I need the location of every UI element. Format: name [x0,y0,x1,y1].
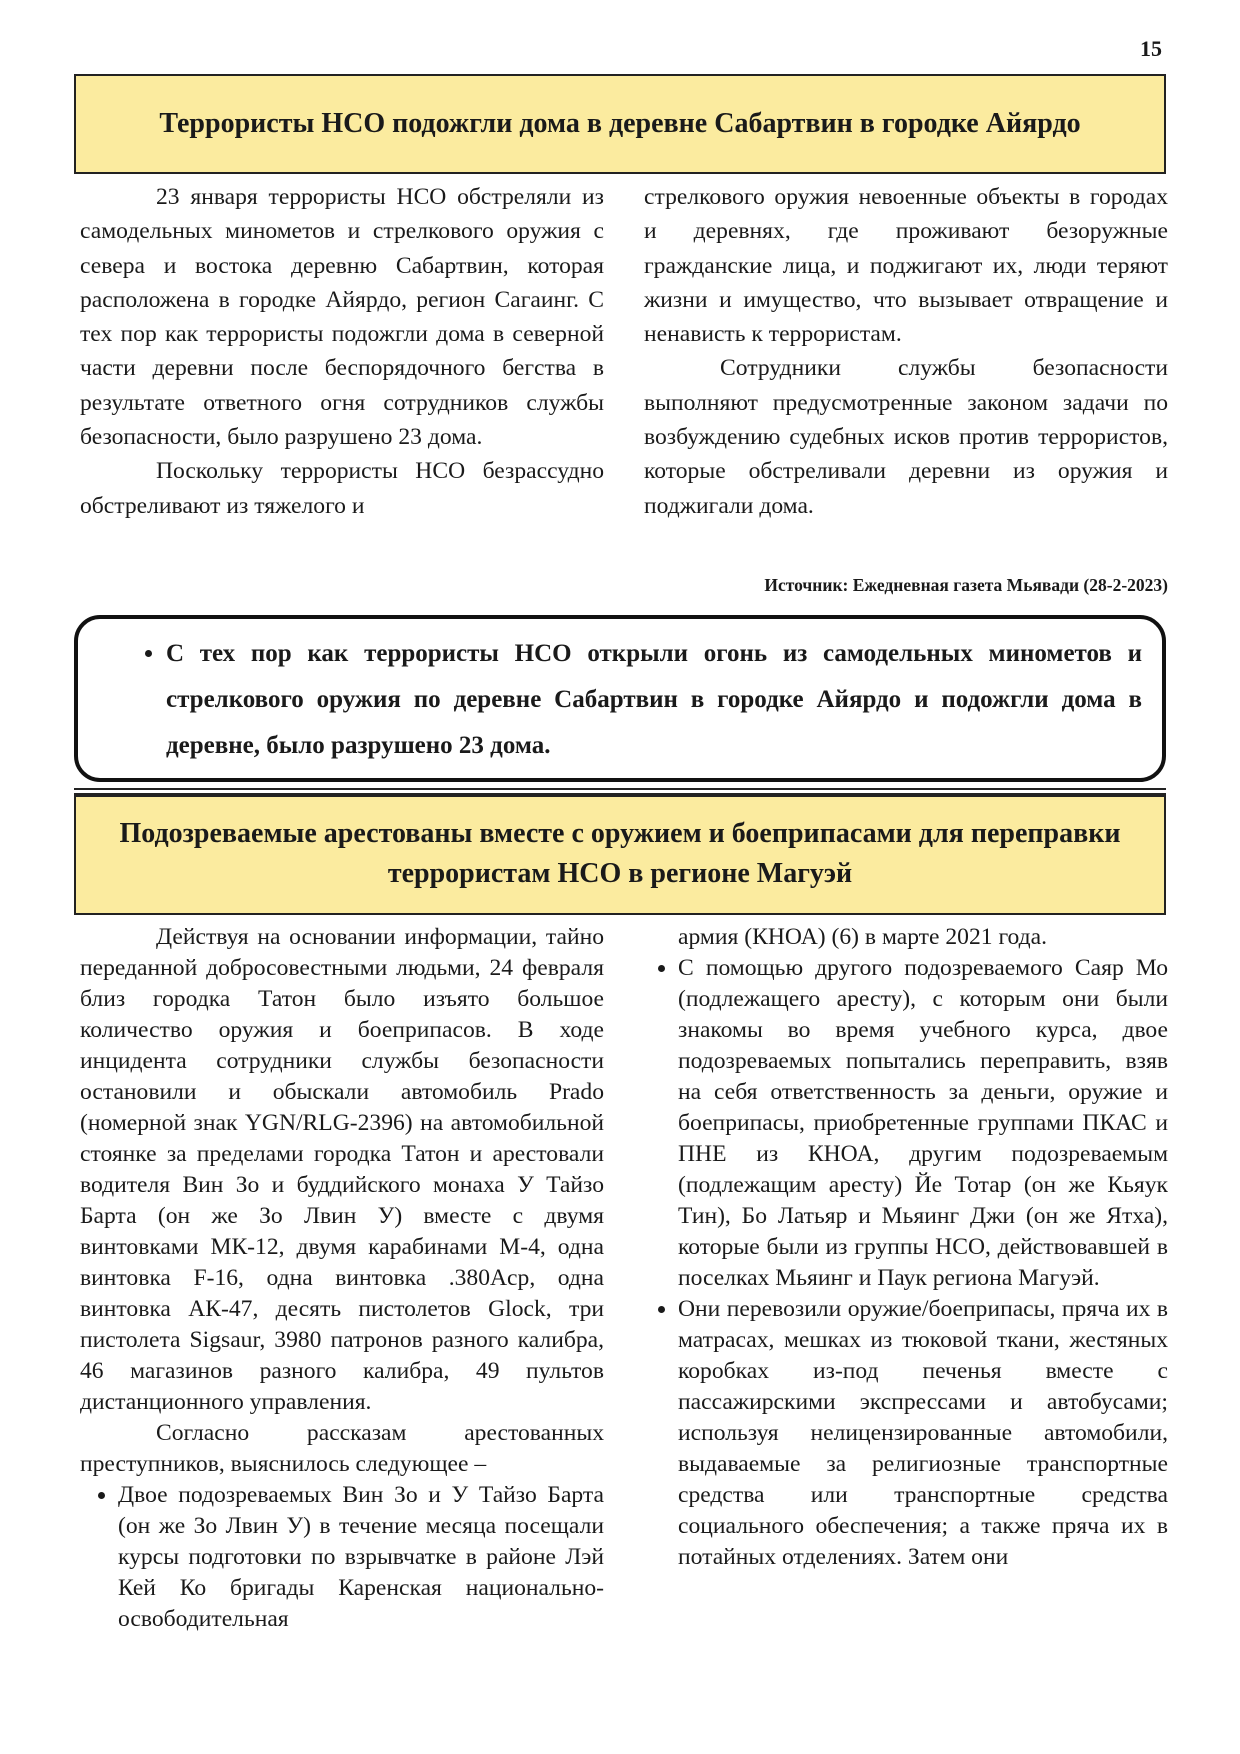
article2-paragraph: Действуя на основании информации, тайно переданной добросовестными людьми, 24 февраля близ городка Татон было изъято большое количество оружия и боеприпасов. В ходе инцидента сотрудники службы безопасности остановили и обыскали автомобиль Prado (номерной знак YGN/RLG-2396) на автомобильной стоянке за пределами городка Татон и арестовали водителя Вин Зо и буддийского монаха У Тайзо Барта (он же Зо Лвин У) вместе с двумя винтовками МК-12, двумя карабинами М-4, одна винтовка F-16, одна винтовка .380Acp, одна винтовка АК-47, десять пистолетов Glock, три пистолета Sigsaur, 3980 патронов разного калибра, 46 магазинов разного калибра, 49 пультов дистанционного управления. [80,924,604,1415]
article2-bullet: • Двое подозреваемых Вин Зо и У Тайзо Барта (он же Зо Лвин У) в течение месяца посещали курсы подготовки по взрывчатке в районе Лэй Кей Ко бригады Каренская национально-освободительная [118,1480,604,1635]
article2-paragraph: Согласно рассказам арестованных преступников, выяснилось следующее – [80,1420,604,1477]
article1-paragraph: 23 января террористы НСО обстреляли из самодельных минометов и стрелкового оружия с севера и востока деревню Сабартвин, которая расположена в городке Айярдо, регион Сагаинг. С тех пор как террористы подожгли дома в северной части деревни после беспорядочного бегства в результате ответного огня сотрудников службы безопасности, было разрушено 23 дома. [80,184,604,451]
article2-title: Подозреваемые арестованы вместе с оружием и боеприпасами для переправки террористам НСО в регионе Магуэй [119,818,1121,889]
article1-title-banner [74,74,1166,174]
article2-bullet: • Они перевозили оружие/боеприпасы, пряча их в матрасах, мешках из тюковой ткани, жестяных коробках из-под печенья вместе с пассажирскими экспрессами и автобусами; используя нелицензированные автомобили, выдаваемые за религиозные транспортные средства или транспортные средства социального обеспечения; а также пряча их в потайных отделениях. Затем они [678,1294,1168,1573]
article2-left-column [80,922,604,1635]
article1-paragraph: Поскольку террористы НСО безрассудно обстреливают из тяжелого и [80,458,604,519]
article1-paragraph: Сотрудники службы безопасности выполняют предусмотренные законом задачи по возбуждению судебных исков против террористов, которые обстреливали деревни из оружия и поджигали дома. [644,355,1168,519]
summary-callout [74,615,1166,782]
article1-paragraph: стрелкового оружия невоенные объекты в городах и деревнях, где проживают безоружные гражданские лица, и поджигают их, люди теряют жизни и имущество, что вызывает отвращение и ненависть к террористам. [644,184,1168,348]
article2-bullet: • С помощью другого подозреваемого Саяр Мо (подлежащего аресту), с которым они были знакомы во время учебного курса, двое подозреваемых попытались переправить, взяв на себя ответственность за деньги, оружие и боеприпасы, приобретенные группами ПКАС и ПНЕ из КНОА, другим подозреваемым (подлежащим аресту) Йе Тотар (он же Кьяук Тин), Бо Латьяр и Мьяинг Джи (он же Ятха), которые были из группы НСО, действовавшей в поселках Мьяинг и Паук региона Магуэй. [678,953,1168,1294]
callout-bullet: • С тех пор как террористы НСО открыли огонь из самодельных минометов и стрелкового оружия по деревне Сабартвин в городке Айярдо и подожгли дома в деревне, было разрушено 23 дома. [166,631,1142,769]
article2-bullet-continuation: армия (КНОА) (6) в марте 2021 года. [678,924,1048,950]
article2-right-column [640,922,1168,1573]
section-divider [74,788,1166,795]
article1-right-column [644,180,1168,523]
page-number: 15 [1140,36,1162,61]
article1-title: Террористы НСО подожгли дома в деревне Сабартвин в городке Айярдо [159,108,1081,139]
article1-source: Источник: Ежедневная газета Мьявади (28-2-2023) [764,575,1168,595]
article1-left-column [80,180,604,523]
article2-title-banner [74,795,1166,915]
